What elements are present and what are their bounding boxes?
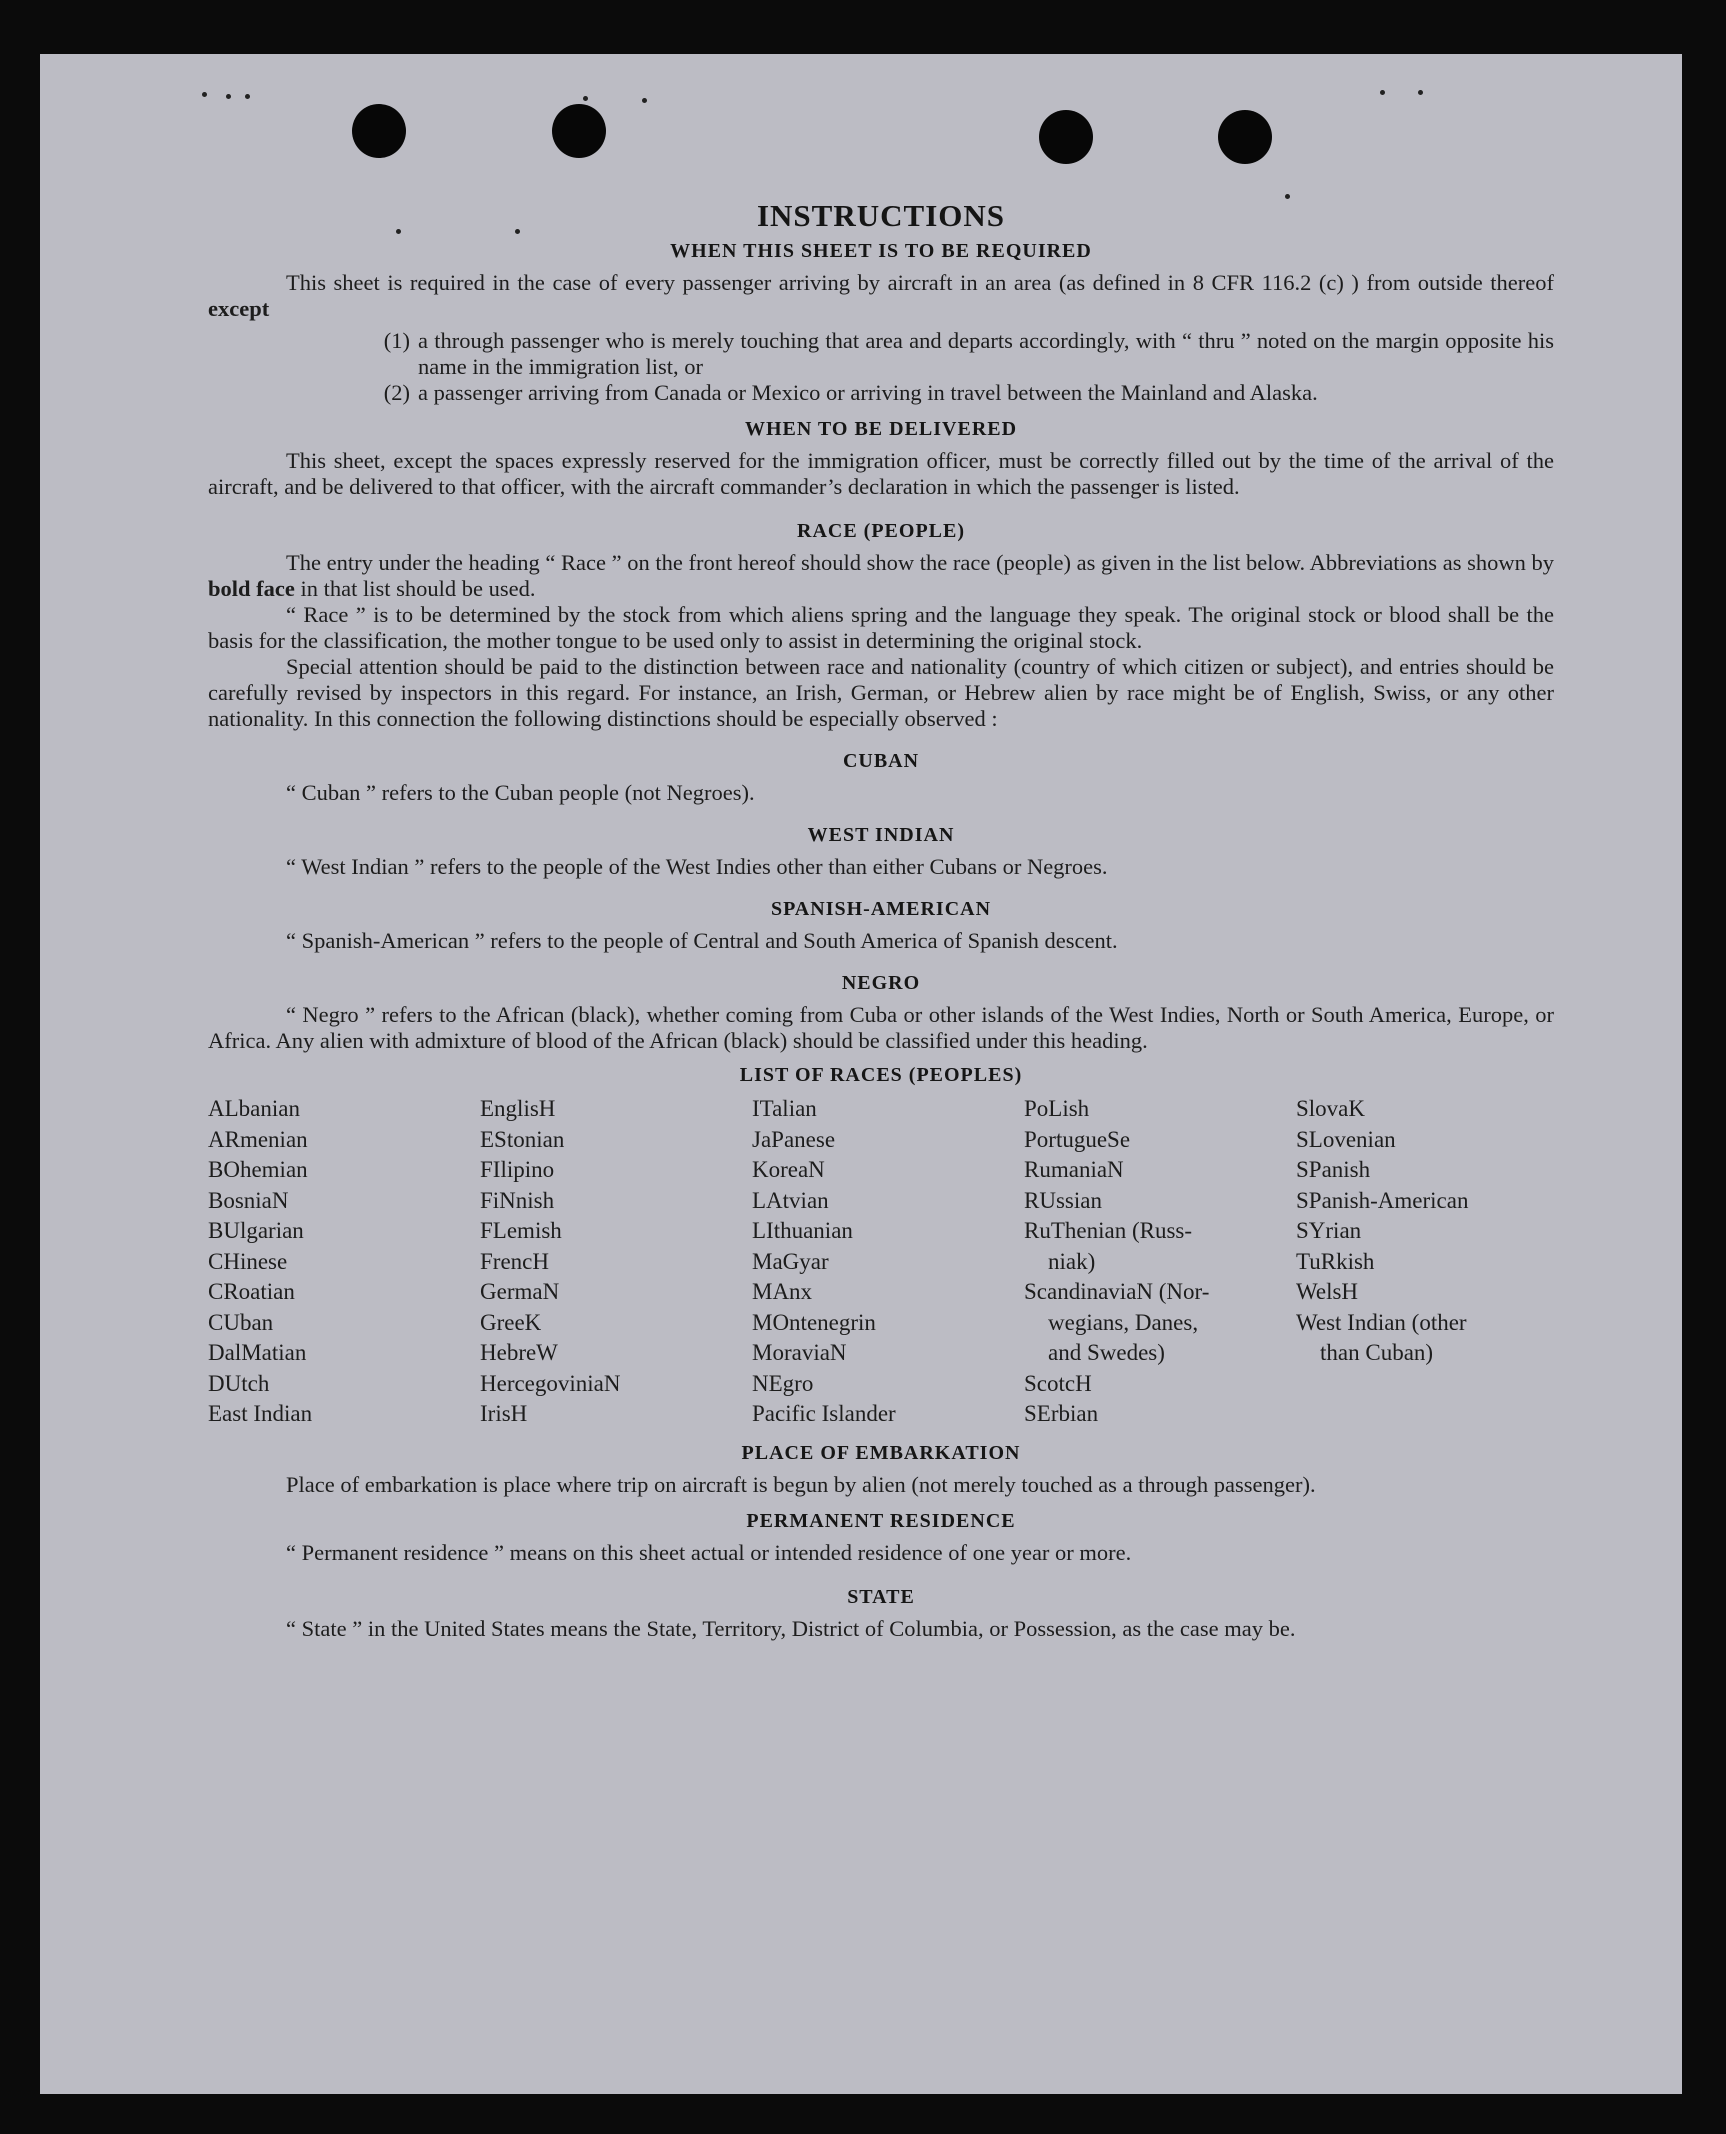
race-item: and Swedes) — [1048, 1340, 1165, 1365]
race-item: FLemish — [480, 1218, 562, 1243]
race-column — [1296, 1094, 1554, 1430]
race-item: MaGyar — [752, 1248, 829, 1274]
race-list — [208, 1094, 1554, 1430]
race-item: LIthuanian — [752, 1218, 853, 1243]
race-item: CHinese — [208, 1248, 288, 1274]
section-heading-cuban: CUBAN — [842, 750, 920, 772]
race-item: KoreaN — [752, 1157, 825, 1182]
race-item: FrencH — [480, 1248, 549, 1274]
race-item: RUssian — [1024, 1187, 1102, 1213]
race-item: SErbian — [1024, 1401, 1099, 1426]
race-item: SLovenian — [1296, 1126, 1396, 1152]
race-item: BOhemian — [208, 1157, 308, 1182]
race-item: PortugueSe — [1024, 1126, 1131, 1152]
race-item: RuThenian (Russ- — [1024, 1218, 1193, 1243]
punch-hole — [1218, 110, 1272, 164]
race-item: WelsH — [1296, 1279, 1359, 1304]
race-item: CUban — [208, 1309, 274, 1335]
exception-number: (2) — [383, 380, 410, 405]
race-item: CRoatian — [208, 1279, 295, 1304]
exception-list — [364, 328, 1554, 406]
paragraph-race-3: Special attention should be paid to the distinction between race and nationality (country of which citizen or subject), and entries should be carefully revised by inspectors in this regard. For instance, an Irish, German, or Hebrew alien by race might be of English, Swiss, or any other nationality. In this connection the following distinctions should be especially observed : — [208, 654, 1554, 731]
paragraph-when-delivered: This sheet, except the spaces expressly reserved for the immigration officer, must be correctly filled out by the time of the arrival of the aircraft, and be delivered to that officer, with the aircraft commander’s declaration in which the passenger is listed. — [208, 448, 1554, 499]
paragraph-negro: “ Negro ” refers to the African (black), whether coming from Cuba or other islands of the West Indies, North or South America, Europe, or Africa. Any alien with admixture of blood of the African (black) should be classified under this heading. — [208, 1002, 1554, 1053]
paragraph-residence: “ Permanent residence ” means on this sheet actual or intended residence of one year or more. — [286, 1539, 1132, 1565]
race-item: EnglisH — [480, 1096, 556, 1121]
paragraph-race-2: “ Race ” is to be determined by the stock from which aliens spring and the language they speak. The original stock or blood shall be the basis for the classification, the mother tongue to be used only to assist in determining the original stock. — [208, 602, 1554, 653]
race-item: SlovaK — [1296, 1096, 1365, 1121]
section-heading-when-required: WHEN THIS SHEET IS TO BE REQUIRED — [670, 240, 1092, 262]
exception-text: a passenger arriving from Canada or Mexico or arriving in travel between the Mainland and Alaska. — [418, 380, 1318, 405]
race-item: TuRkish — [1296, 1248, 1375, 1274]
section-heading-list-of-races: LIST OF RACES (PEOPLES) — [739, 1064, 1023, 1086]
race-item: BUlgarian — [208, 1218, 304, 1243]
race-item: FIlipino — [480, 1157, 555, 1182]
race-item: HercegoviniaN — [480, 1370, 621, 1396]
paragraph-when-required: This sheet is required in the case of every passenger arriving by aircraft in an area (as defined in 8 CFR 116.2 (c) ) from outside thereof except — [208, 270, 1554, 321]
speck — [642, 98, 647, 103]
section-heading-race: RACE (PEOPLE) — [797, 520, 965, 542]
race-item: IrisH — [480, 1401, 528, 1426]
speck — [1380, 90, 1385, 95]
paragraph-cuban: “ Cuban ” refers to the Cuban people (not Negroes). — [286, 780, 755, 805]
punch-hole — [352, 104, 406, 158]
race-item: BosniaN — [208, 1187, 289, 1213]
paragraph-race-1: The entry under the heading “ Race ” on the front hereof should show the race (people) as given in the list below. Abbreviations as shown by bold face in that list should be used. — [208, 550, 1554, 601]
race-item: ScotcH — [1024, 1370, 1092, 1396]
speck — [1418, 90, 1423, 95]
paragraph-spanish-american: “ Spanish-American ” refers to the people of Central and South America of Spanish descent. — [286, 928, 1118, 953]
race-item: HebreW — [480, 1340, 558, 1365]
race-item: wegians, Danes, — [1048, 1309, 1199, 1335]
race-item: EStonian — [480, 1126, 565, 1152]
race-item: MAnx — [752, 1279, 813, 1304]
speck — [245, 94, 250, 99]
section-heading-embarkation: PLACE OF EMBARKATION — [741, 1441, 1021, 1464]
race-item: niak) — [1048, 1248, 1096, 1274]
race-column — [208, 1094, 480, 1430]
race-item: West Indian (other — [1296, 1309, 1467, 1335]
paragraph-state: “ State ” in the United States means the State, Territory, District of Columbia, or Possession, as the case may be. — [286, 1615, 1296, 1641]
race-column — [1024, 1094, 1296, 1430]
race-item: SPanish-American — [1296, 1187, 1469, 1213]
race-item: DUtch — [208, 1370, 270, 1396]
instructions-text — [208, 198, 1554, 1642]
race-item: LAtvian — [752, 1187, 829, 1213]
section-heading-negro: NEGRO — [841, 972, 921, 994]
race-column — [480, 1094, 752, 1430]
race-column — [752, 1094, 1024, 1430]
race-item: FiNnish — [480, 1187, 555, 1213]
race-item: MOntenegrin — [752, 1309, 876, 1335]
speck — [226, 94, 231, 99]
speck — [202, 92, 207, 97]
document-page — [40, 54, 1682, 2094]
page-title: INSTRUCTIONS — [756, 198, 1005, 233]
punch-hole — [552, 104, 606, 158]
race-item: JaPanese — [752, 1126, 836, 1152]
exception-text: a through passenger who is merely touching that area and departs accordingly, with “ thru ” noted on the margin opposite his name in the immigration list, or — [418, 328, 1554, 379]
section-heading-spanish-american: SPANISH-AMERICAN — [770, 898, 992, 920]
race-item: PoLish — [1024, 1096, 1090, 1121]
race-item: than Cuban) — [1320, 1340, 1434, 1365]
section-heading-west-indian: WEST INDIAN — [807, 824, 955, 846]
race-item: Pacific Islander — [752, 1401, 896, 1426]
section-heading-state: STATE — [847, 1585, 915, 1608]
race-item: SYrian — [1296, 1218, 1362, 1243]
speck — [583, 96, 588, 101]
exception-number: (1) — [383, 328, 410, 353]
race-item: East Indian — [208, 1401, 313, 1426]
race-item: ScandinaviaN (Nor- — [1024, 1279, 1210, 1304]
race-item: ARmenian — [208, 1126, 308, 1152]
paragraph-west-indian: “ West Indian ” refers to the people of the West Indies other than either Cubans or Negroes. — [286, 854, 1108, 879]
race-item: GermaN — [480, 1279, 560, 1304]
punch-hole — [1039, 110, 1093, 164]
section-heading-residence: PERMANENT RESIDENCE — [746, 1509, 1016, 1532]
race-item: MoraviaN — [752, 1340, 847, 1365]
race-item: DalMatian — [208, 1340, 307, 1365]
section-heading-when-delivered: WHEN TO BE DELIVERED — [744, 418, 1018, 440]
race-item: ALbanian — [208, 1096, 300, 1121]
paragraph-embarkation: Place of embarkation is place where trip on aircraft is begun by alien (not merely touched as a through passenger). — [286, 1471, 1316, 1497]
race-item: RumaniaN — [1024, 1157, 1124, 1182]
race-item: SPanish — [1296, 1157, 1371, 1182]
race-item: NEgro — [752, 1370, 814, 1396]
race-item: GreeK — [480, 1309, 542, 1335]
race-item: ITalian — [752, 1096, 817, 1121]
